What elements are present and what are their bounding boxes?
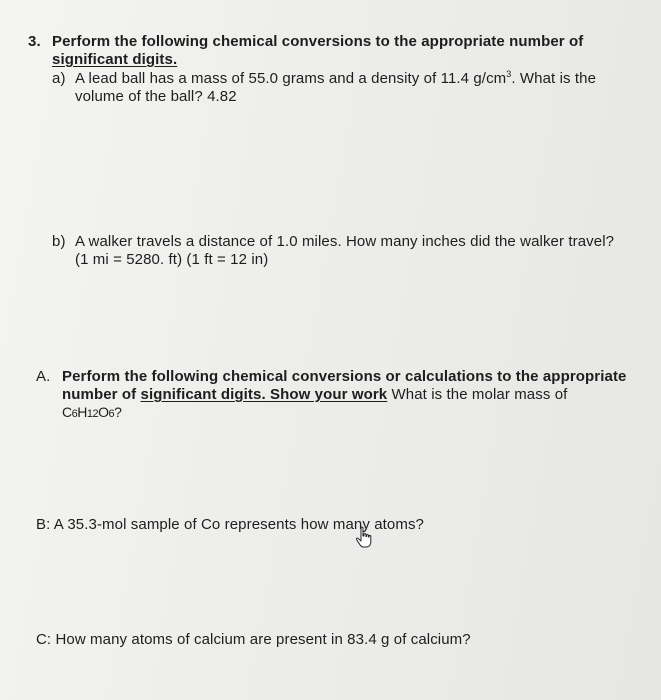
qb-text: B: A 35.3-mol sample of Co represents how many atoms? [36,516,424,533]
q3a-label: a) [52,70,66,87]
qa-line2-underlined: significant digits. Show your work [140,386,388,403]
qa-line2-post: What is the molar mass of [387,386,568,403]
hand-pointer-icon [354,526,374,550]
qa-line2 [62,386,567,403]
q3b-line1: A walker travels a distance of 1.0 miles. How many inches did the walker travel? [75,233,615,250]
q3-heading-line1: Perform the following chemical conversions to the appropriate number of [52,33,584,50]
q3-heading-line2: significant digits. [52,51,178,68]
q3b-label: b) [52,233,66,250]
q3b-line2: (1 mi = 5280. ft) (1 ft = 12 in) [75,251,269,268]
q3a-line1-text: A lead ball has a mass of 55.0 grams and a density of 11.4 g/cm [75,70,507,87]
qc-text: C: How many atoms of calcium are present in 83.4 g of calcium? [36,631,471,648]
qa-formula: C6H12O6? [62,404,122,420]
qa-line2-pre: number of [62,386,141,403]
qa-line1: Perform the following chemical conversions or calculations to the appropriate [62,368,627,385]
q3a-line2: volume of the ball? 4.82 [75,88,237,105]
q3-number: 3. [28,33,41,50]
qa-label: A. [36,368,51,385]
q3a-line1 [75,70,596,87]
q3a-line1-end: . What is the [511,70,597,87]
q3a-superscript: 3 [506,69,512,79]
